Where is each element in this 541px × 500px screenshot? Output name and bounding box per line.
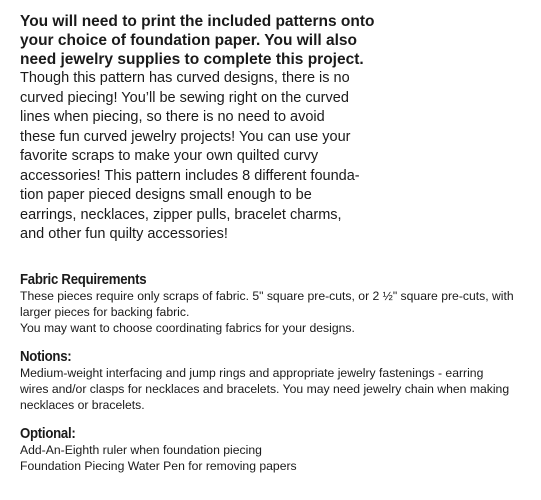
optional-text <box>20 442 536 474</box>
notions-line: Medium-weight interfacing and jump rings and appropriate jewelry fastenings - earring <box>20 365 484 380</box>
fabric-requirements-line: larger pieces for backing fabric. <box>20 304 190 319</box>
instruction-page <box>20 12 536 474</box>
notions-text <box>20 365 536 413</box>
intro-heading-line: You will need to print the included patterns onto <box>20 13 375 30</box>
fabric-requirements-line: These pieces require only scraps of fabric. 5" square pre-cuts, or 2 ½" square pre-cuts, with <box>20 288 514 303</box>
intro-paragraph-line: curved piecing! You’ll be sewing right on the curved <box>20 89 349 106</box>
fabric-requirements-section <box>20 271 536 336</box>
intro-heading <box>20 12 375 69</box>
intro-paragraph-line: these fun curved jewelry projects! You can use your <box>20 128 351 145</box>
intro-paragraph <box>20 69 360 245</box>
fabric-requirements-line: You may want to choose coordinating fabrics for your designs. <box>20 320 355 335</box>
intro-heading-line: need jewelry supplies to complete this project. <box>20 51 364 68</box>
fabric-requirements-title: Fabric Requirements <box>20 270 147 288</box>
optional-line: Add-An-Eighth ruler when foundation piecing <box>20 442 262 457</box>
optional-title: Optional: <box>20 424 76 442</box>
intro-heading-line: your choice of foundation paper. You will also <box>20 32 358 49</box>
notions-section <box>20 348 536 413</box>
notions-line: wires and/or clasps for necklaces and bracelets. You may need jewelry chain when making <box>20 381 510 396</box>
intro-paragraph-line: accessories! This pattern includes 8 different founda- <box>20 167 360 184</box>
notions-title: Notions: <box>20 347 72 365</box>
intro-paragraph-line: tion paper pieced designs small enough to be <box>20 187 312 203</box>
optional-line: Foundation Piecing Water Pen for removing papers <box>20 458 297 473</box>
intro-paragraph-line: favorite scraps to make your own quilted curvy <box>20 148 319 164</box>
notions-line: necklaces or bracelets. <box>20 397 145 412</box>
fabric-requirements-text <box>20 288 536 336</box>
intro-paragraph-line: lines when piecing, so there is no need to avoid <box>20 109 325 125</box>
intro-paragraph-line: and other fun quilty accessories! <box>20 226 228 242</box>
optional-section <box>20 425 536 474</box>
intro-paragraph-line: Though this pattern has curved designs, there is no <box>20 70 350 86</box>
intro-paragraph-line: earrings, necklaces, zipper pulls, bracelet charms, <box>20 206 342 223</box>
